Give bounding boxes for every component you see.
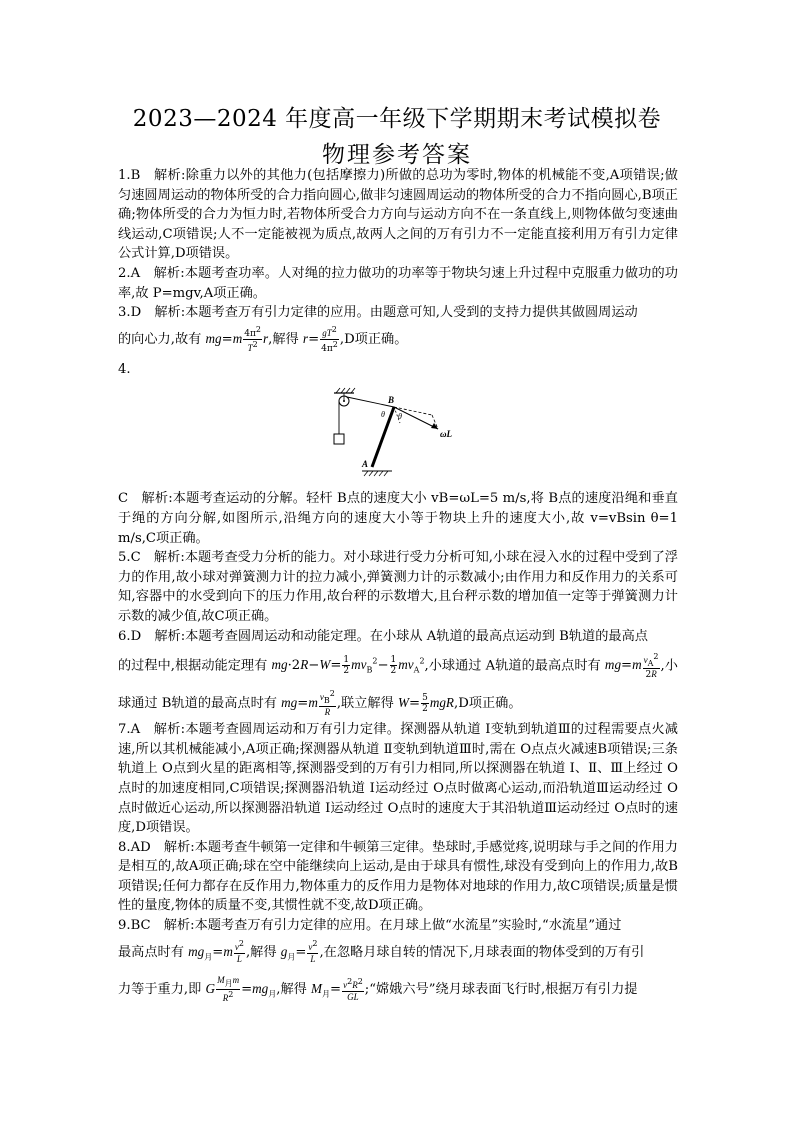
- answer-9-text-f: ;“嫦娥六号”绕月球表面飞行时,根据万有引力提: [364, 982, 638, 998]
- formula: mg=m $\frac{v_A^2}{2R}$: [604, 651, 659, 681]
- page-subtitle: 物理参考答案: [322, 142, 472, 168]
- answers-body: [118, 166, 678, 1011]
- answer-1: 1.B 解析:除重力以外的其他力(包括摩擦力)所做的总功为零时,物体的机械能不变,A项错误;做匀速圆周运动的物体所受的合力指向圆心,做非匀速圆周运动的物体所受的合力不指向圆心,B项正确;物体所受的合力为恒力时,若物体所受合力方向与运动方向不在一条直线上,则物体做匀变速曲线运动,C项错误;人不一定能被视为质点,故两人之间的万有引力不一定能直接利用万有引力定律公式计算,D项错误。: [118, 168, 678, 262]
- answer-3-line1: 3.D 解析:本题考查万有引力定律的应用。由题意可知,人受到的支持力提供其做圆周运动: [118, 305, 638, 321]
- answer-3-text-c: ,D项正确。: [339, 331, 408, 347]
- formula: $g_月=$ $\frac{v^2}{L}$: [280, 939, 318, 965]
- answer-5: 5.C 解析:本题考查受力分析的能力。对小球进行受力分析可知,小球在浸入水的过程中受到了浮力的作用,故小球对弹簧测力计的拉力减小,弹簧测力计的示数减小;由作用力和反作用力的关系可知,容器中的水受到向下的压力作用,故台秤的示数增大,且台秤示数的增加值一定等于弹簧测力计示数的减少值,故C项正确。: [118, 550, 678, 624]
- answer-6-text-d: 球通过 B轨道的最高点时有: [118, 696, 277, 712]
- answer-9-text-b: ,解得: [245, 944, 277, 960]
- formula: $mg_月=m$ $\frac{v^2}{L}$: [188, 939, 244, 965]
- answer-6-line1: 6.D 解析:本题考查圆周运动和动能定理。在小球从 A轨道的最高点运动到 B轨道的最高点: [118, 628, 648, 644]
- answer-8: 8.AD 解析:本题考查牛顿第一定律和牛顿第三定律。垫球时,手感觉疼,说明球与手之间的作用力是相互的,故A项正确;球在空中能继续向上运动,是由于球具有惯性,球没有受到向上的作用力,故B项错误;任何力都存在反作用力,物体重力的反作用力是物体对地球的作用力,故C项错误;质量是惯性的量度,物体的质量不变,其惯性就不变,故D项正确。: [118, 839, 678, 914]
- answer-6-text-c: ,小: [660, 658, 678, 674]
- label-b: B: [388, 395, 395, 406]
- label-theta-1: θ: [381, 410, 385, 420]
- formula: W= $\frac{5}{2}$ mgR: [398, 693, 454, 715]
- answer-4: C 解析:本题考查运动的分解。轻杆 B点的速度大小 vB=ωL=5 m/s,将 B点的速度沿绳和垂直于绳的方向分解,如图所示,沿绳方向的速度大小等于物块上升的速度大小,故 v=vBsin θ=1 m/s,C项正确。: [118, 491, 678, 546]
- answer-9-text-c: ,在忽略月球自转的情况下,月球表面的物体受到的万有引: [319, 944, 645, 960]
- formula: mg=m $\frac{v_B^2}{R}$: [281, 689, 335, 718]
- formula: mg=m $\frac{4\pi^2}{T^2}$ r: [205, 324, 269, 353]
- answer-6-text-b: ,小球通过 A轨道的最高点时有: [424, 658, 601, 674]
- answer-9-text-a: 最高点时有: [118, 944, 184, 960]
- page-title: 2023—2024 年度高一年级下学期期末考试模拟卷: [132, 106, 662, 132]
- label-a: A: [362, 459, 369, 470]
- answer-7: 7.A 解析:本题考查圆周运动和万有引力定律。探测器从轨道 Ⅰ变轨到轨道Ⅲ的过程需要点火减速,所以其机械能减小,A项正确;探测器从轨道 Ⅱ变轨到轨道Ⅲ时,需在 O点点火减速B项错误;三条轨道上 O点到火星的距离相等,探测器受到的万有引力相同,所以探测器在轨道 Ⅰ、Ⅱ、Ⅲ上经过 O点时的加速度相同,C项错误;探测器沿轨道 Ⅰ运动经过 O点时做离心运动,而沿轨道Ⅲ运动经过 O点时做近心运动,所以探测器沿轨道 Ⅰ运动经过 O点时的速度大于其沿轨道Ⅲ运动经过 O点时的速度,D项错误。: [118, 722, 678, 836]
- answer-3-text-b: ,解得: [268, 331, 299, 347]
- answer-2: 2.A 解析:本题考查功率。人对绳的拉力做功的功率等于物块匀速上升过程中克服重力做功的功率,故 P=mgv,A项正确。: [118, 265, 678, 301]
- figure-rod-rope: [118, 379, 678, 489]
- answer-6-text-f: ,D项正确。: [454, 696, 522, 712]
- answer-6-text-e: ,联立解得: [336, 696, 394, 712]
- answer-4-label: 4.: [118, 361, 131, 377]
- answer-3: [118, 303, 678, 356]
- answer-6-text-a: 的过程中,根据动能定理有: [118, 658, 268, 674]
- answer-9-text-e: ,解得: [276, 982, 307, 998]
- answer-3-text-a: 的向心力,故有: [118, 331, 202, 347]
- answer-9-text-d: 力等于重力,即: [118, 982, 202, 998]
- rod-rope-diagram: [328, 379, 478, 489]
- answer-9: [118, 916, 678, 1011]
- formula: r= $\frac{gT^2}{4\pi^2}$: [302, 324, 338, 354]
- formula: $M_月=$ $\frac{v^2R^2}{GL}$: [311, 976, 363, 1002]
- answer-6: [118, 627, 678, 721]
- formula: G $\frac{M_月m}{R^2}$ $=mg_月$: [205, 975, 277, 1004]
- label-omega-l: ωL: [440, 429, 453, 440]
- label-theta-2: θ: [398, 412, 402, 422]
- answer-9-line1: 9.BC 解析:本题考查万有引力定律的应用。在月球上做“水流星”实验时,“水流星”通过: [118, 918, 622, 934]
- formula: mg·2R−W= $\frac{1}{2}$ $mv_B^2-$ $\frac{1}{2}$ $mv_A^2$: [271, 655, 425, 677]
